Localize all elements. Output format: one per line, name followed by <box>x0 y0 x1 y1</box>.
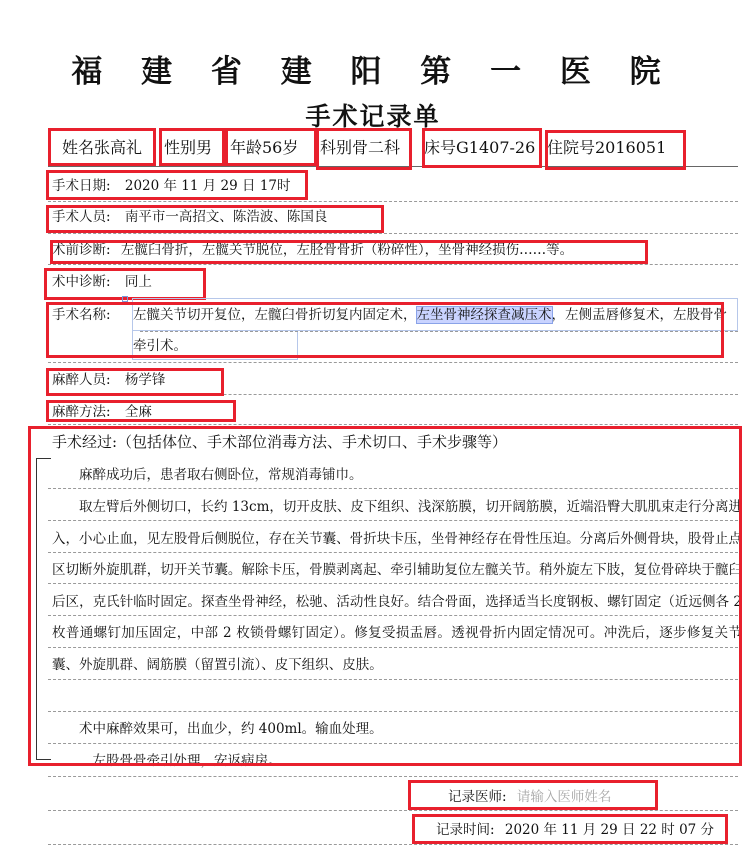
record-time-label: 记录时间: <box>436 822 495 838</box>
patient-bed: 床号G1407-26 <box>424 138 536 157</box>
patient-department: 科别骨二科 <box>320 138 401 157</box>
intraop-value[interactable]: 同上 <box>124 274 152 290</box>
process-paragraph-2[interactable]: 取左臂后外侧切口，长约 13cm，切开皮肤、皮下组织、浅深筋膜，切开阔筋膜，近端沿臀大肌肌束走行分离进入，小心止血，见左股骨后侧脱位，存在关节囊、骨折块卡压，坐骨神经存在骨性压迫。分离后外侧骨块，股骨止点区切断外旋肌群，切开关节囊。解除卡压，骨膜剥离起、牵引辅助复位左髋关节。稍外旋左下肢，复位骨碎块于髋臼后区，克氏针临时固定。探查坐骨神经，松驰、活动性良好。结合骨面，选择适当长度钢板、螺钉固定（近远侧各 2 枚普通螺钉加压固定，中部 2 枚锁骨螺钉固定）。修复受损盂唇。透视骨折内固定情况可。冲洗后，逐步修复关节囊、外旋肌群、阔筋膜（留置引流）、皮下组织、皮肤。 <box>52 499 742 673</box>
process-paragraph-3[interactable]: 术中麻醉效果可，出血少，约 400ml。输血处理。 <box>79 721 383 737</box>
doctor-input[interactable]: 请输入医师姓名 <box>516 789 612 805</box>
divider <box>48 362 738 363</box>
divider <box>48 233 738 234</box>
anesthetist-value[interactable]: 杨学锋 <box>124 372 166 388</box>
surgery-name-part2: ，左侧盂唇修复术，左股骨骨牵引术。 <box>133 307 727 354</box>
annotation-box <box>46 170 308 200</box>
annotation-box <box>408 780 658 810</box>
staff-value[interactable]: 南平市一高招文、陈浩波、陈国良 <box>124 209 328 225</box>
preop-label: 术前诊断: <box>52 242 111 258</box>
surgery-name-part1: 左髋关节切开复位，左髋臼骨折切复内固定术， <box>133 307 417 323</box>
annotation-box <box>316 128 412 170</box>
annotation-box <box>225 128 317 166</box>
annotation-box <box>412 814 728 844</box>
form-title: 手术记录单 <box>305 102 441 131</box>
annotation-box <box>46 400 236 422</box>
annotation-box <box>50 240 648 264</box>
divider <box>48 201 738 202</box>
divider <box>48 264 738 265</box>
preop-value[interactable]: 左髋臼骨折，左髋关节脱位，左胫骨骨折（粉碎性），坐骨神经损伤……等。 <box>120 242 574 258</box>
divider <box>48 844 738 845</box>
divider <box>48 810 738 811</box>
annotation-box <box>46 368 224 396</box>
process-paragraph-4[interactable]: 左股骨骨牵引处理，安返病房。 <box>92 753 282 769</box>
surgery-date-label: 手术日期: <box>52 178 111 194</box>
patient-gender: 性别男 <box>164 138 213 157</box>
intraop-label: 术中诊断: <box>52 274 111 290</box>
process-title: 手术经过:（包括体位、手术部位消毒方法、手术切口、手术步骤等） <box>52 433 508 451</box>
divider <box>48 424 738 425</box>
staff-label: 手术人员: <box>52 209 111 225</box>
annotation-box <box>159 128 225 166</box>
patient-age: 年龄56岁 <box>230 138 299 157</box>
hospital-title: 福 建 省 建 阳 第 一 医 院 <box>71 54 675 90</box>
surgery-date-value[interactable]: 2020 年 11 月 29 日 17时 <box>124 178 291 194</box>
annotation-box <box>46 302 724 358</box>
anesthetist-label: 麻醉人员: <box>52 372 111 388</box>
annotation-box <box>48 128 156 166</box>
annotation-box <box>545 130 686 170</box>
process-paragraph-1[interactable]: 麻醉成功后，患者取右侧卧位，常规消毒铺巾。 <box>79 467 363 483</box>
annotation-box <box>28 426 742 766</box>
doctor-label: 记录医师: <box>448 789 507 805</box>
annotation-box <box>422 128 542 168</box>
surgery-name-selected[interactable]: 左坐骨神经探查减压术 <box>416 307 552 323</box>
surgery-name-label: 手术名称: <box>52 307 111 323</box>
anesthesia-method-value[interactable]: 全麻 <box>124 404 152 420</box>
anesthesia-method-label: 麻醉方法: <box>52 404 111 420</box>
record-time-value[interactable]: 2020 年 11 月 29 日 22 时 07 分 <box>504 822 715 838</box>
patient-admission-no: 住院号2016051 <box>547 138 667 157</box>
patient-name: 姓名张高礼 <box>62 138 143 157</box>
annotation-box <box>46 205 384 233</box>
